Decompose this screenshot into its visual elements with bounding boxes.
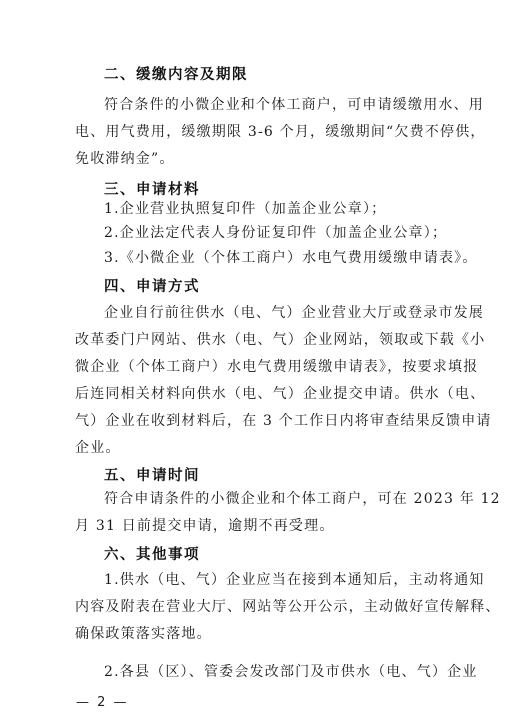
paragraph-line: 后连同相关材料向供水（电、气）企业提交申请。供水（电、	[75, 386, 486, 402]
paragraph-line: 免收滞纳金”。	[75, 151, 175, 167]
paragraph-line: 内容及附表在营业大厅、网站等公开公示，主动做好宣传解释、	[75, 599, 501, 615]
page-number: — 2 —	[76, 695, 129, 710]
paragraph-line: 气）企业在收到材料后，在 3 个工作日内将审查结果反馈申请	[75, 413, 492, 429]
section-heading-other: 六、其他事项	[104, 547, 200, 563]
paragraph-line: 改革委门户网站、供水（电、气）企业网站，领取或下载《小	[75, 332, 486, 348]
paragraph-line: 1.供水（电、气）企业应当在接到本通知后，主动将通知	[104, 572, 485, 588]
paragraph-line: 微企业（个体工商户）水电气费用缓缴申请表》，按要求填报	[75, 359, 479, 375]
paragraph-line: 符合申请条件的小微企业和个体工商户，可在 2023 年 12	[104, 491, 501, 507]
paragraph-line: 2.各县（区）、管委会发改部门及市供水（电、气）企业	[104, 664, 478, 680]
list-item: 2.企业法定代表人身份证复印件（加盖企业公章）；	[104, 225, 448, 241]
paragraph-line: 符合条件的小微企业和个体工商户，可申请缓缴用水、用	[104, 97, 484, 113]
section-heading-method: 四、申请方式	[104, 279, 200, 295]
paragraph-line: 企业自行前往供水（电、气）企业营业大厅或登录市发展	[104, 305, 484, 321]
paragraph-line: 确保政策落实落地。	[75, 626, 212, 642]
section-heading-time: 五、申请时间	[104, 468, 200, 484]
list-item: 1.企业营业执照复印件（加盖企业公章）；	[104, 201, 387, 217]
paragraph-line: 月 31 日前提交申请，逾期不再受理。	[75, 518, 335, 534]
section-heading-materials: 三、申请材料	[104, 182, 200, 198]
paragraph-line: 企业。	[75, 440, 121, 456]
section-heading-deferral-content: 二、缓缴内容及期限	[104, 67, 248, 83]
paragraph-line: 电、用气费用，缓缴期限 3-6 个月，缓缴期间“欠费不停供，	[75, 124, 486, 140]
list-item: 3.《小微企业（个体工商户）水电气费用缓缴申请表》。	[104, 250, 478, 266]
